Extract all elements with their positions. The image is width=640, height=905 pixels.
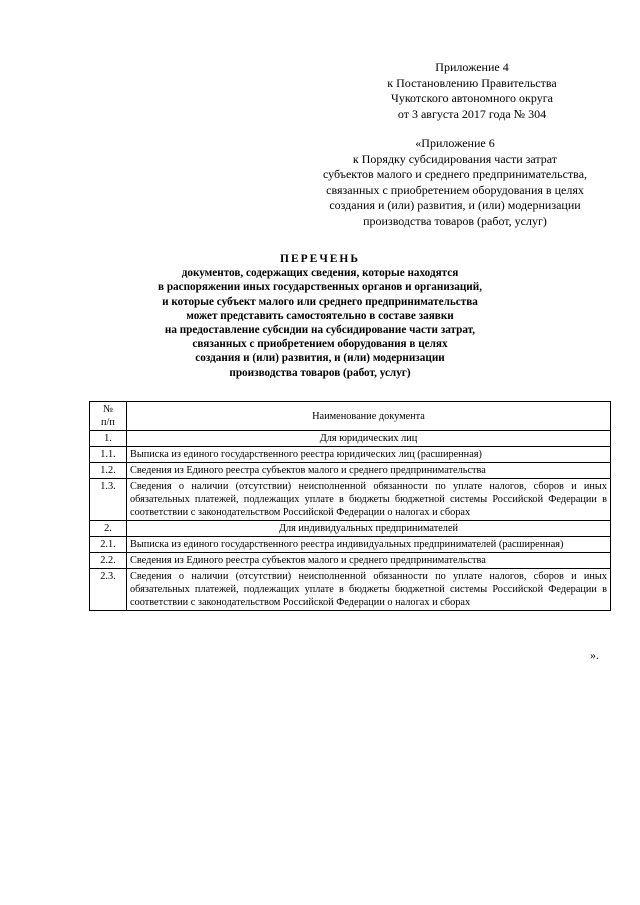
table-row: [90, 553, 611, 569]
row-number: 1.2.: [90, 463, 127, 479]
table-row: [90, 463, 611, 479]
heading-line: может представить самостоятельно в составе заявки: [186, 309, 454, 322]
document-list-heading: [140, 252, 500, 380]
table-row: [90, 569, 611, 611]
annex-6-line: создания и (или) развития, и (или) модернизации: [329, 198, 581, 212]
header-number-symbol: №: [103, 404, 113, 415]
heading-line: производства товаров (работ, услуг): [229, 366, 411, 379]
row-number: 1.3.: [90, 479, 127, 521]
heading-line: создания и (или) развития, и (или) модернизации: [195, 352, 445, 365]
table-row: [90, 537, 611, 553]
row-number: 2.3.: [90, 569, 127, 611]
heading-line: на предоставление субсидии на субсидирование части затрат,: [164, 324, 476, 337]
document-name: Сведения о наличии (отсутствии) неисполненной обязанности по уплате налогов, сборов и иных обязательных платежей, подлежащих уплате в бюджеты бюджетной системы Российской Федерации в соответствии с законодательством Российской Федерации о налогах и сборах: [127, 569, 611, 611]
section-title: Для индивидуальных предпринимателей: [127, 521, 611, 537]
heading-line: связанных с приобретением оборудования в целях: [192, 338, 448, 351]
heading-line: и которые субъект малого или среднего предпринимательства: [162, 295, 478, 308]
row-number: 1.1.: [90, 447, 127, 463]
annex-4-line: от 3 августа 2017 года № 304: [397, 106, 547, 121]
row-number: 2.2.: [90, 553, 127, 569]
annex-6-line: производства товаров (работ, услуг): [363, 213, 547, 228]
section-title: Для юридических лиц: [127, 431, 611, 447]
heading-line: документов, содержащих сведения, которые находятся: [181, 267, 459, 280]
document-name: Выписка из единого государственного реестра юридических лиц (расширенная): [127, 447, 611, 463]
table-row: [90, 431, 611, 447]
header-number-abbr: п/п: [101, 417, 115, 428]
list-title: ПЕРЕЧЕНЬ: [280, 253, 360, 265]
closing-quote-mark: ».: [590, 648, 599, 662]
document-name: Сведения из Единого реестра субъектов малого и среднего предпринимательства: [127, 463, 611, 479]
annex-6-line: «Приложение 6: [415, 136, 495, 150]
row-number: 2.1.: [90, 537, 127, 553]
annex-6-line: связанных с приобретением оборудования в целях: [326, 182, 584, 197]
documents-table: [89, 401, 611, 611]
annex-4-line: к Постановлению Правительства: [387, 75, 557, 90]
row-number: 2.: [90, 521, 127, 537]
document-name: Сведения из Единого реестра субъектов малого и среднего предпринимательства: [127, 553, 611, 569]
annex-4-line: Чукотского автономного округа: [391, 91, 553, 105]
annex-6-line: к Порядку субсидирования части затрат: [352, 151, 558, 166]
annex-6-reference: [305, 136, 605, 229]
document-name: Сведения о наличии (отсутствии) неисполненной обязанности по уплате налогов, сборов и иных обязательных платежей, подлежащих уплате в бюджеты бюджетной системы Российской Федерации в соответствии с законодательством Российской Федерации о налогах и сборах: [127, 479, 611, 521]
annex-6-line: субъектов малого и среднего предпринимательства,: [322, 167, 588, 181]
document-name: Выписка из единого государственного реестра индивидуальных предпринимателей (расширенная): [127, 537, 611, 553]
table-header-row: [90, 402, 611, 431]
heading-line: в распоряжении иных государственных органов и организаций,: [157, 281, 482, 294]
annex-4-line: Приложение 4: [435, 60, 509, 74]
table-row: [90, 521, 611, 537]
row-number: 1.: [90, 431, 127, 447]
header-name-cell: Наименование документа: [127, 402, 611, 431]
annex-4-reference: [362, 60, 582, 122]
table-row: [90, 479, 611, 521]
table-row: [90, 447, 611, 463]
header-number-cell: [90, 402, 127, 431]
